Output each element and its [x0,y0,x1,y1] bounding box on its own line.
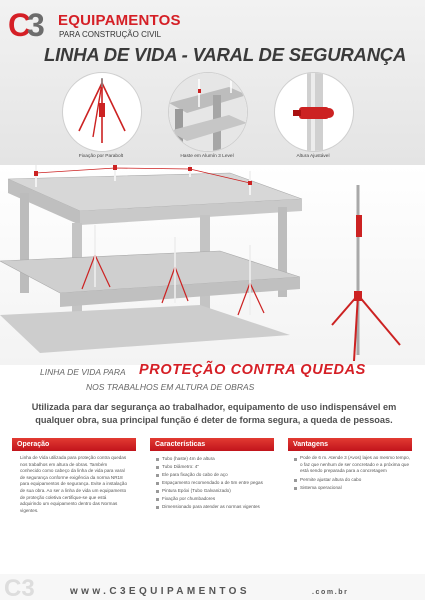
bracket-image [275,73,353,151]
section-caracteristicas [150,438,274,570]
section-operacao [12,438,136,570]
c3-logo-mark [8,6,52,42]
list-item: Sistema operacional [300,484,412,492]
svg-text:3: 3 [27,7,45,42]
vantagens-list [288,455,412,492]
caption-bracket: Altura Ajustável [296,154,330,159]
list-item: Ele para fixação do cabo de aço [162,471,274,479]
section-heading-vantagens: Vantagens [288,438,412,451]
product-description: Utilizada para dar segurança ao trabalhador, equipamento de uso indispensável em qualquer obra, sua principal função é deter de forma segura, a queda de pessoas. [31,402,397,425]
thumbnail-tripod [62,72,142,152]
title-separator: - [181,44,188,65]
building-render [0,165,425,365]
list-item: Pintura Epóxi (Tubo Galvanizado) [162,487,274,495]
hero-illustration [0,165,425,365]
caption-structure: Haste em Alumín 3 Level [180,154,234,159]
page-title [44,44,406,66]
section-heading-caracteristicas: Características [150,438,274,451]
structure-image [169,73,247,151]
list-item: Permite ajustar altura do cabo [300,476,412,484]
website-url[interactable]: www.C3EQUIPAMENTOS [70,586,250,597]
caption-tripod: Fixação por Parabolt [78,154,124,159]
list-item: Tubo (haste) 4m de altura [162,455,274,463]
thumbnail-bracket [274,72,354,152]
svg-text:C3: C3 [4,575,35,598]
footer-logo-watermark [4,574,38,598]
tagline-highlight: PROTEÇÃO CONTRA QUEDAS [139,362,366,378]
tripod-image [63,73,141,151]
tagline-context: NOS TRABALHOS EM ALTURA DE OBRAS [86,382,255,392]
tagline-intro: LINHA DE VIDA PARA [40,367,126,377]
section-heading-operacao: Operação [12,438,136,451]
website-url-suffix[interactable]: .com.br [312,589,349,596]
list-item: Dimensionado para atender as normas vigentes [162,503,274,511]
section-vantagens [288,438,412,570]
thumbnail-structure [168,72,248,152]
list-item: Pode de 6 m. Atende 3 (Avos) lajes ao mesmo tempo, o faz que nenhum de ser concretado e a próxima que está sendo preparada para a concretagem [300,455,412,475]
title-part-1: LINHA DE VIDA [44,44,182,65]
list-item: Espaçamento recomendado a de 5m entre pegas [162,479,274,487]
title-part-2: VARAL DE SEGURANÇA [187,44,407,65]
svg-text:C: C [8,7,32,42]
list-item: Tubo Diâmetro: 4" [162,463,274,471]
operacao-text: Linha de Vida utilizada para proteção contra quedas nos trabalhos em altura de obras. Também conhecido como cabeço da linha de vida para varal de segurança conforme exigência da norma NR18 para equipamentos de segurança. Evite a instalação de sua obra. Ao ser a linha de vida um equipamento de proteção coletiva certifique-se que está adquirindo um equipamento dentro das Normas vigentes. [20,455,128,513]
company-logo [8,6,181,46]
brand-subtitle: PARA CONSTRUÇÃO CIVIL [59,30,162,39]
list-item: Fixação por chumbadores [162,495,274,503]
brand-name: EQUIPAMENTOS [58,12,181,29]
caracteristicas-list [150,455,274,511]
